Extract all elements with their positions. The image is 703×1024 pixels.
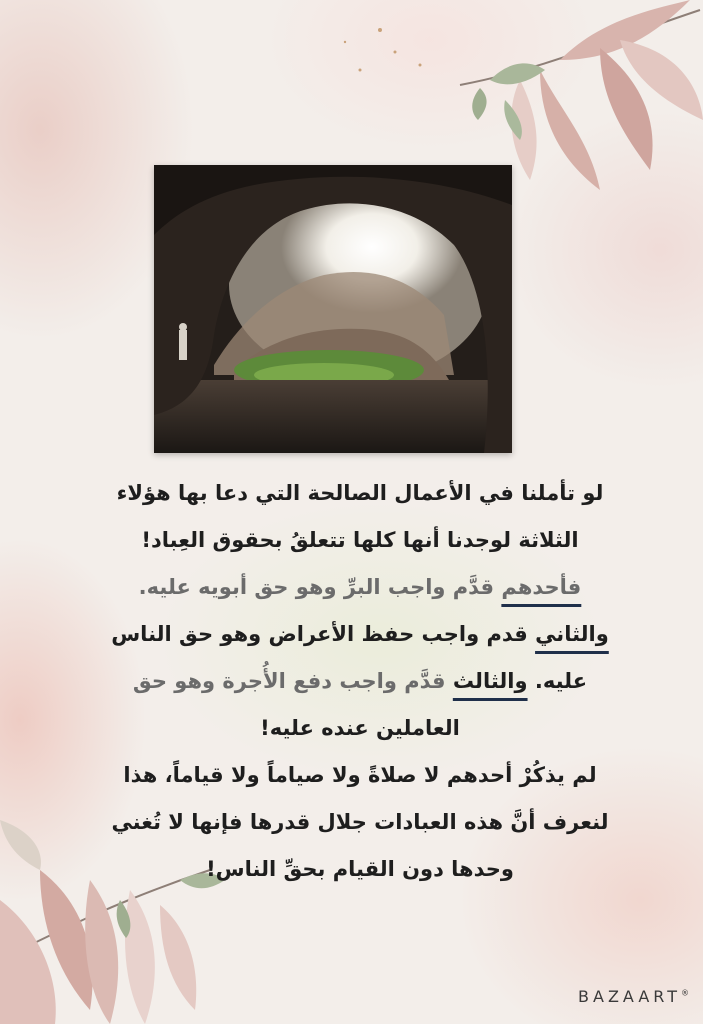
third-keyword: والثالث <box>452 669 528 693</box>
point-second-third <box>100 658 620 705</box>
third-text: قدَّم واجب دفع الأُجرة وهو حق <box>132 669 453 693</box>
watermark-brand: BAZAART <box>578 987 681 1006</box>
main-text <box>100 470 620 893</box>
registered-mark: ® <box>681 988 689 998</box>
point-second <box>100 611 620 658</box>
paragraph2-line2: لنعرف أنَّ هذه العبادات جلال قدرها فإنها لا تُغني <box>111 810 609 834</box>
point-third-end: العاملين عنده عليه! <box>260 716 460 740</box>
second-text: قدم واجب حفظ الأعراض وهو حق الناس <box>111 622 536 646</box>
second-keyword: والثاني <box>535 622 609 646</box>
paragraph1-line1: لو تأملنا في الأعمال الصالحة التي دعا بها هؤلاء <box>116 481 604 505</box>
paragraph2-line1: لم يذكُرْ أحدهم لا صلاةً ولا صياماً ولا قياماً، هذا <box>123 763 597 787</box>
top-right-flowers-icon <box>344 0 703 190</box>
point-first <box>100 564 620 611</box>
first-text: قدَّم واجب البرِّ وهو حق أبويه عليه. <box>138 575 502 599</box>
cave-photo <box>154 165 512 453</box>
paragraph2-line3: وحدها دون القيام بحقِّ الناس! <box>206 857 514 881</box>
first-keyword: فأحدهم <box>501 575 582 599</box>
bazaart-watermark <box>578 987 689 1006</box>
second-end: عليه. <box>534 669 588 693</box>
cave-image-icon <box>154 165 512 453</box>
paragraph1-line2: الثلاثة لوجدنا أنها كلها تتعلقُ بحقوق العِباد! <box>141 528 579 552</box>
